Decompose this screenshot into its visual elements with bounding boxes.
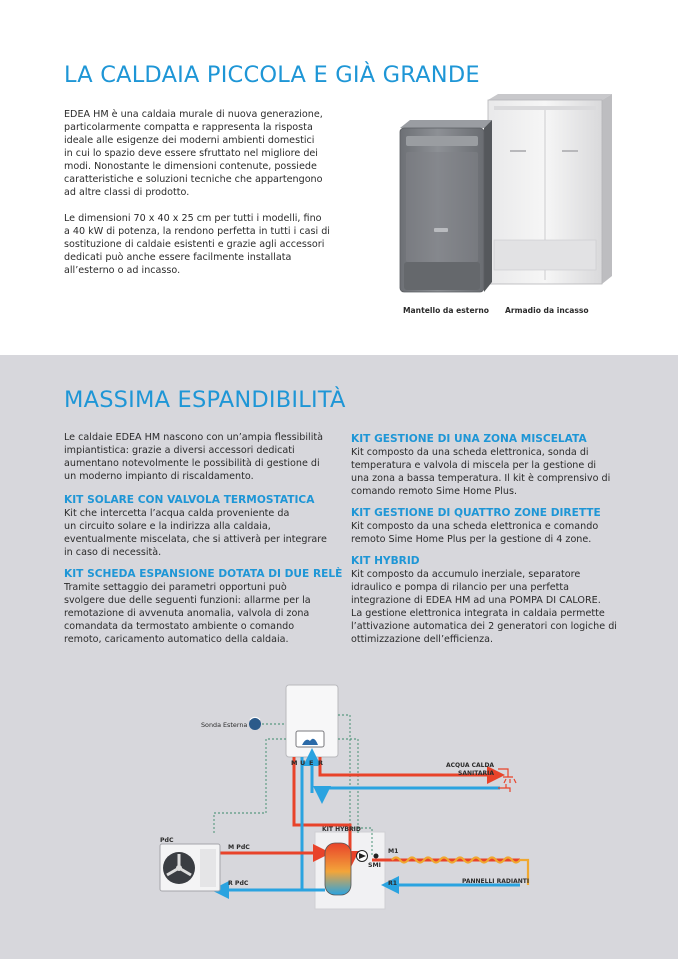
section1-paragraph-2: Le dimensioni 70 x 40 x 25 cm per tutti i modelli, fino a 40 kW di potenza, la rendono perfetta in tutti i casi di sostituzione di caldaie esistenti e grazie agli accessori dedicati può anche essere facilmente installata all’esterno o ad incasso. xyxy=(64,213,330,276)
kit-solare-text: Kit che intercetta l’acqua calda proveniente da un circuito solare e la indirizza alla caldaia, eventualmente miscelata, che si attiverà per integrare in caso di necessità. xyxy=(64,508,327,558)
kit-zona-miscelata-text: Kit composto da una scheda elettronica, sonda di temperatura e valvola di miscela per la gestione di una zona a bassa temperatura. Il kit è comprensivo di comando remoto Sime Home Plus. xyxy=(351,447,611,497)
buffer-tank xyxy=(325,843,351,895)
section2-title: MASSIMA ESPANDIBILITÀ xyxy=(64,387,346,413)
section1-title: LA CALDAIA PICCOLA E GIÀ GRANDE xyxy=(64,62,480,88)
label-u: U xyxy=(300,759,306,767)
caption-armadio: Armadio da incasso xyxy=(505,306,589,315)
section2-intro: Le caldaie EDEA HM nascono con un’ampia flessibilità impiantistica: grazie a diversi accessori dedicati aumentano notevolmente le possibilità di gestione di un moderno impianto di riscaldamento. xyxy=(64,432,324,482)
label-pdc: PdC xyxy=(160,837,174,844)
section1-paragraph-1: EDEA HM è una caldaia murale di nuova generazione, particolarmente compatta e rappresenta la risposta ideale alle esigenze dei moderni ambienti domestici in cui lo spazio deve essere sfruttato nel migliore dei modi. Nonostante le dimensioni contenute, possiede caratteristiche e soluzioni tecniche che appartengono ad altre classi di prodotto. xyxy=(64,109,323,198)
label-e: E xyxy=(309,759,314,767)
kit-hybrid-text: Kit composto da accumulo inerziale, separatore idraulico e pompa di rilancio per una perfetta integrazione di EDEA HM ad una POMPA DI CALORE. La gestione elettronica integrata in caldaia permette l’attivazione automatica dei 2 generatori con logiche di ottimizzazione dell’efficienza. xyxy=(351,569,617,645)
label-r: R xyxy=(318,759,324,767)
kit-hybrid-title: KIT HYBRID xyxy=(351,555,420,567)
label-smi: SMI xyxy=(368,862,381,869)
label-sanitaria: SANITARIA xyxy=(458,770,494,777)
label-m-pdc: M PdC xyxy=(228,844,250,851)
smi-sensor xyxy=(374,854,379,859)
label-kit-hybrid: KIT HYBRID xyxy=(322,826,361,833)
product-illustration xyxy=(390,90,620,305)
label-r-pdc: R PdC xyxy=(228,880,249,887)
label-m1: M1 xyxy=(388,848,399,855)
kit-solare-title: KIT SOLARE CON VALVOLA TERMOSTATICA xyxy=(64,494,315,506)
label-pannelli-radianti: PANNELLI RADIANTI xyxy=(462,878,530,885)
tap-icon xyxy=(498,784,510,792)
top-section xyxy=(0,0,678,355)
label-acqua-calda: ACQUA CALDA xyxy=(446,762,495,769)
armadio-cabinet xyxy=(488,94,612,284)
kit-quattro-zone-title: KIT GESTIONE DI QUATTRO ZONE DIRETTE xyxy=(351,507,601,519)
pump-icon xyxy=(357,851,368,862)
shower-icon xyxy=(498,769,516,783)
boiler-unit xyxy=(286,685,338,757)
mantello-cover xyxy=(400,120,492,292)
section1-body xyxy=(64,108,364,290)
kit-zona-miscelata-title: KIT GESTIONE DI UNA ZONA MISCELATA xyxy=(351,433,587,445)
label-r1: R1 xyxy=(388,880,398,887)
label-m: M xyxy=(291,759,298,767)
heat-pump-unit xyxy=(160,844,220,891)
kit-quattro-zone-text: Kit composto da una scheda elettronica e comando remoto Sime Home Plus per la gestione di 4 zone. xyxy=(351,521,599,545)
bottom-section xyxy=(0,355,678,959)
kit-scheda-title: KIT SCHEDA ESPANSIONE DOTATA DI DUE RELÈ xyxy=(64,568,343,580)
caption-mantello: Mantello da esterno xyxy=(403,306,489,315)
sonda-esterna-icon xyxy=(249,717,261,730)
label-sonda-esterna: Sonda Esterna xyxy=(201,721,248,729)
hydraulic-diagram xyxy=(0,355,678,959)
kit-scheda-text: Tramite settaggio dei parametri opportuni può svolgere due delle seguenti funzioni: allarme per la remotazione di avvenuta anomalia, valvola di zona comandata da termostato ambiente o comando remoto, caricamento automatico della caldaia. xyxy=(64,582,311,645)
